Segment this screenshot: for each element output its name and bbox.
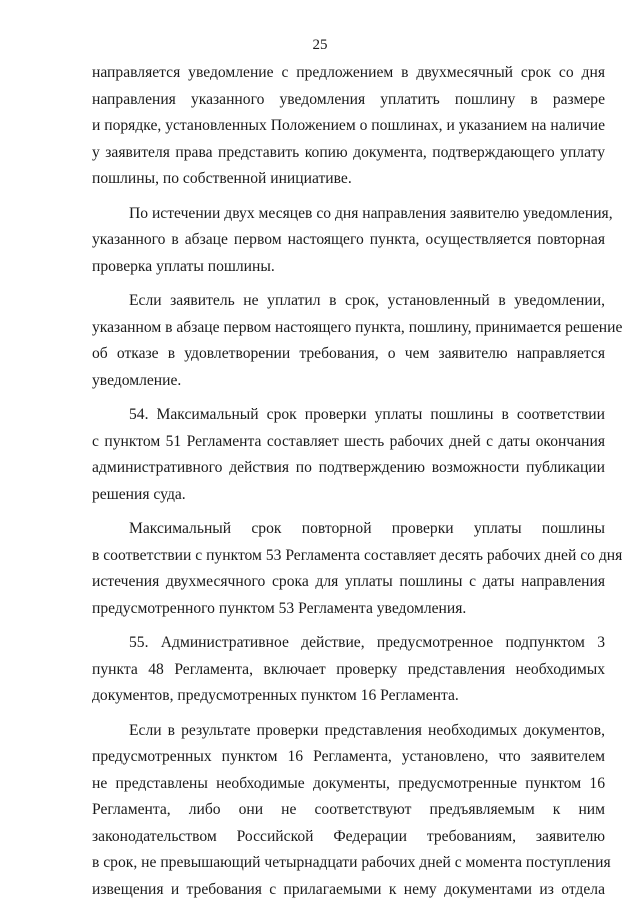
- text-line: Максимальный срок повторной проверки уплаты пошлины: [129, 520, 605, 537]
- paragraph-gap: [92, 193, 605, 201]
- text-line: По истечении двух месяцев со дня направления заявителю уведомления,: [129, 204, 613, 222]
- paragraph: [92, 402, 605, 508]
- paragraph: [92, 201, 613, 281]
- text-line: у заявителя права представить копию документа, подтверждающего уплату: [92, 143, 605, 161]
- text-line: документов, предусмотренных пунктом 16 Регламента.: [92, 687, 459, 704]
- text-line: 54. Максимальный срок проверки уплаты пошлины в соответствии: [129, 406, 605, 423]
- text-line: извещения и требования с прилагаемыми к нему документами из отдела: [92, 880, 605, 898]
- text-line: административного действия по подтверждению возможности публикации: [92, 459, 605, 476]
- text-line: истечения двухмесячного срока для уплаты пошлины с даты направления: [92, 573, 605, 590]
- text-line: направления указанного уведомления уплатить пошлину в размере: [92, 90, 605, 108]
- text-line: уведомление.: [92, 371, 182, 389]
- text-line: Если заявитель не уплатил в срок, установленный в уведомлении,: [129, 292, 605, 309]
- paragraph-gap: [92, 710, 605, 718]
- text-line: Если в результате проверки представления необходимых документов,: [129, 721, 605, 739]
- text-line: в соответствии с пунктом 53 Регламента составляет десять рабочих дней со дня: [92, 546, 623, 564]
- text-line: решения суда.: [92, 485, 186, 503]
- text-line: пошлины, по собственной инициативе.: [92, 170, 352, 187]
- page-number: 25: [312, 37, 328, 53]
- paragraph: [92, 516, 623, 622]
- text-line: об отказе в удовлетворении требования, о чем заявителю направляется: [92, 345, 605, 362]
- text-line: указанном в абзаце первом настоящего пункта, пошлину, принимается решение: [92, 318, 623, 336]
- paragraph-gap: [92, 508, 605, 516]
- text-line: указанного в абзаце первом настоящего пункта, осуществляется повторная: [92, 231, 605, 248]
- text-line: с пунктом 51 Регламента составляет шесть рабочих дней с даты окончания: [92, 432, 605, 450]
- text-line: и порядке, установленных Положением о пошлинах, и указанием на наличие: [92, 117, 606, 134]
- paragraph-gap: [92, 394, 605, 402]
- text-line: направляется уведомление с предложением в двухмесячный срок со дня: [92, 64, 605, 81]
- text-line: пункта 48 Регламента, включает проверку представления необходимых: [92, 660, 605, 678]
- text-line: предусмотренных пунктом 16 Регламента, установлено, что заявителем: [92, 748, 605, 765]
- text-line: законодательством Российской Федерации требованиям, заявителю: [92, 827, 605, 845]
- paragraph: [92, 718, 611, 904]
- paragraph: [92, 630, 605, 710]
- paragraph-gap: [92, 622, 605, 630]
- paragraph-gap: [92, 280, 605, 288]
- text-line: Регламента, либо они не соответствуют предъявляемым к ним: [92, 801, 605, 818]
- paragraph: [92, 60, 605, 193]
- paragraph: [92, 288, 623, 394]
- text-line: предусмотренного пунктом 53 Регламента уведомления.: [92, 599, 467, 617]
- text-line: в срок, не превышающий четырнадцати рабочих дней с момента поступления: [92, 854, 611, 871]
- text-line: проверка уплаты пошлины.: [92, 257, 275, 275]
- document-body: [92, 60, 623, 903]
- text-line: 55. Административное действие, предусмотренное подпунктом 3: [129, 634, 605, 651]
- text-line: не представлены необходимые документы, предусмотренные пунктом 16: [92, 774, 605, 792]
